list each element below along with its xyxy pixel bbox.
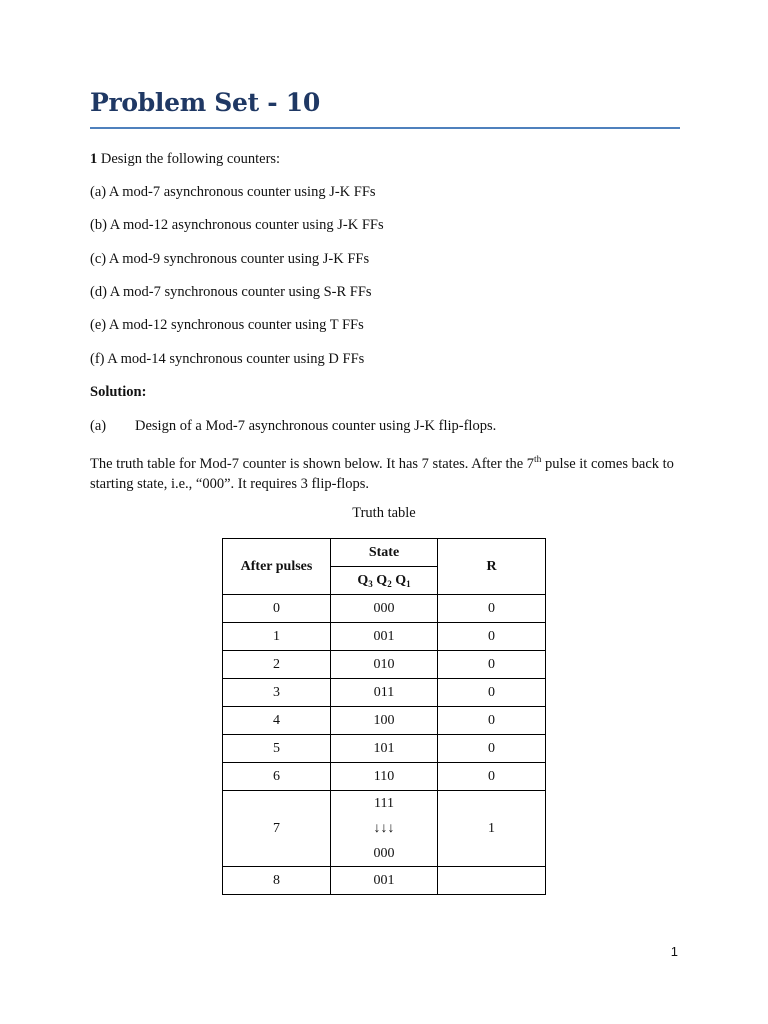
- page-number: 1: [670, 944, 678, 959]
- solution-part-a: [90, 416, 496, 436]
- table-row: 6 110 0: [223, 763, 546, 791]
- state-after-reset: 000: [373, 846, 395, 861]
- solution-heading: Solution:: [90, 384, 147, 400]
- question-number: 1: [90, 151, 98, 167]
- part-a: (a) A mod-7 asynchronous counter using J-K FFs: [90, 184, 376, 200]
- part-e: (e) A mod-12 synchronous counter using T FFs: [90, 317, 364, 333]
- reset-arrows: ↓↓↓: [373, 821, 395, 836]
- table-row-reset: 7 111 ↓↓↓ 000 1: [223, 791, 546, 867]
- table-row: 3 011 0: [223, 679, 546, 707]
- header-after-pulses: After pulses: [223, 539, 331, 595]
- part-c: (c) A mod-9 synchronous counter using J-K FFs: [90, 251, 370, 267]
- question-text: Design the following counters:: [100, 151, 281, 167]
- solution-paragraph: [90, 450, 690, 494]
- table-row: 0 000 0: [223, 595, 546, 623]
- header-q-bits: $Q_3$ $Q_2$ $Q_1$: [331, 567, 438, 595]
- solution-part-text: Design of a Mod-7 asynchronous counter using J-K flip-flops.: [135, 418, 497, 434]
- header-state: State: [331, 539, 438, 567]
- table-row: 8 001: [223, 867, 546, 895]
- table-row: 1 001 0: [223, 623, 546, 651]
- table-caption: Truth table: [352, 505, 416, 521]
- solution-part-label: (a): [90, 418, 107, 434]
- state-before-reset: 111: [374, 796, 394, 811]
- ordinal-suffix: th: [534, 455, 542, 465]
- question-line: [90, 149, 280, 169]
- table-row: 4 100 0: [223, 707, 546, 735]
- part-b: (b) A mod-12 asynchronous counter using J-K FFs: [90, 217, 384, 233]
- page-title: Problem Set - 10: [90, 88, 320, 117]
- truth-table: [222, 538, 546, 895]
- table-row: 5 101 0: [223, 735, 546, 763]
- paragraph-text-2: pulse it comes back to starting state, i.e., “000”. It requires 3 flip-flops.: [90, 456, 674, 492]
- header-r: R: [438, 539, 546, 595]
- title-underline: [90, 127, 680, 129]
- part-f: (f) A mod-14 synchronous counter using D FFs: [90, 351, 365, 367]
- paragraph-text-1: The truth table for Mod-7 counter is shown below. It has 7 states. After the 7: [90, 456, 535, 472]
- part-d: (d) A mod-7 synchronous counter using S-R FFs: [90, 284, 372, 300]
- table-row: 2 010 0: [223, 651, 546, 679]
